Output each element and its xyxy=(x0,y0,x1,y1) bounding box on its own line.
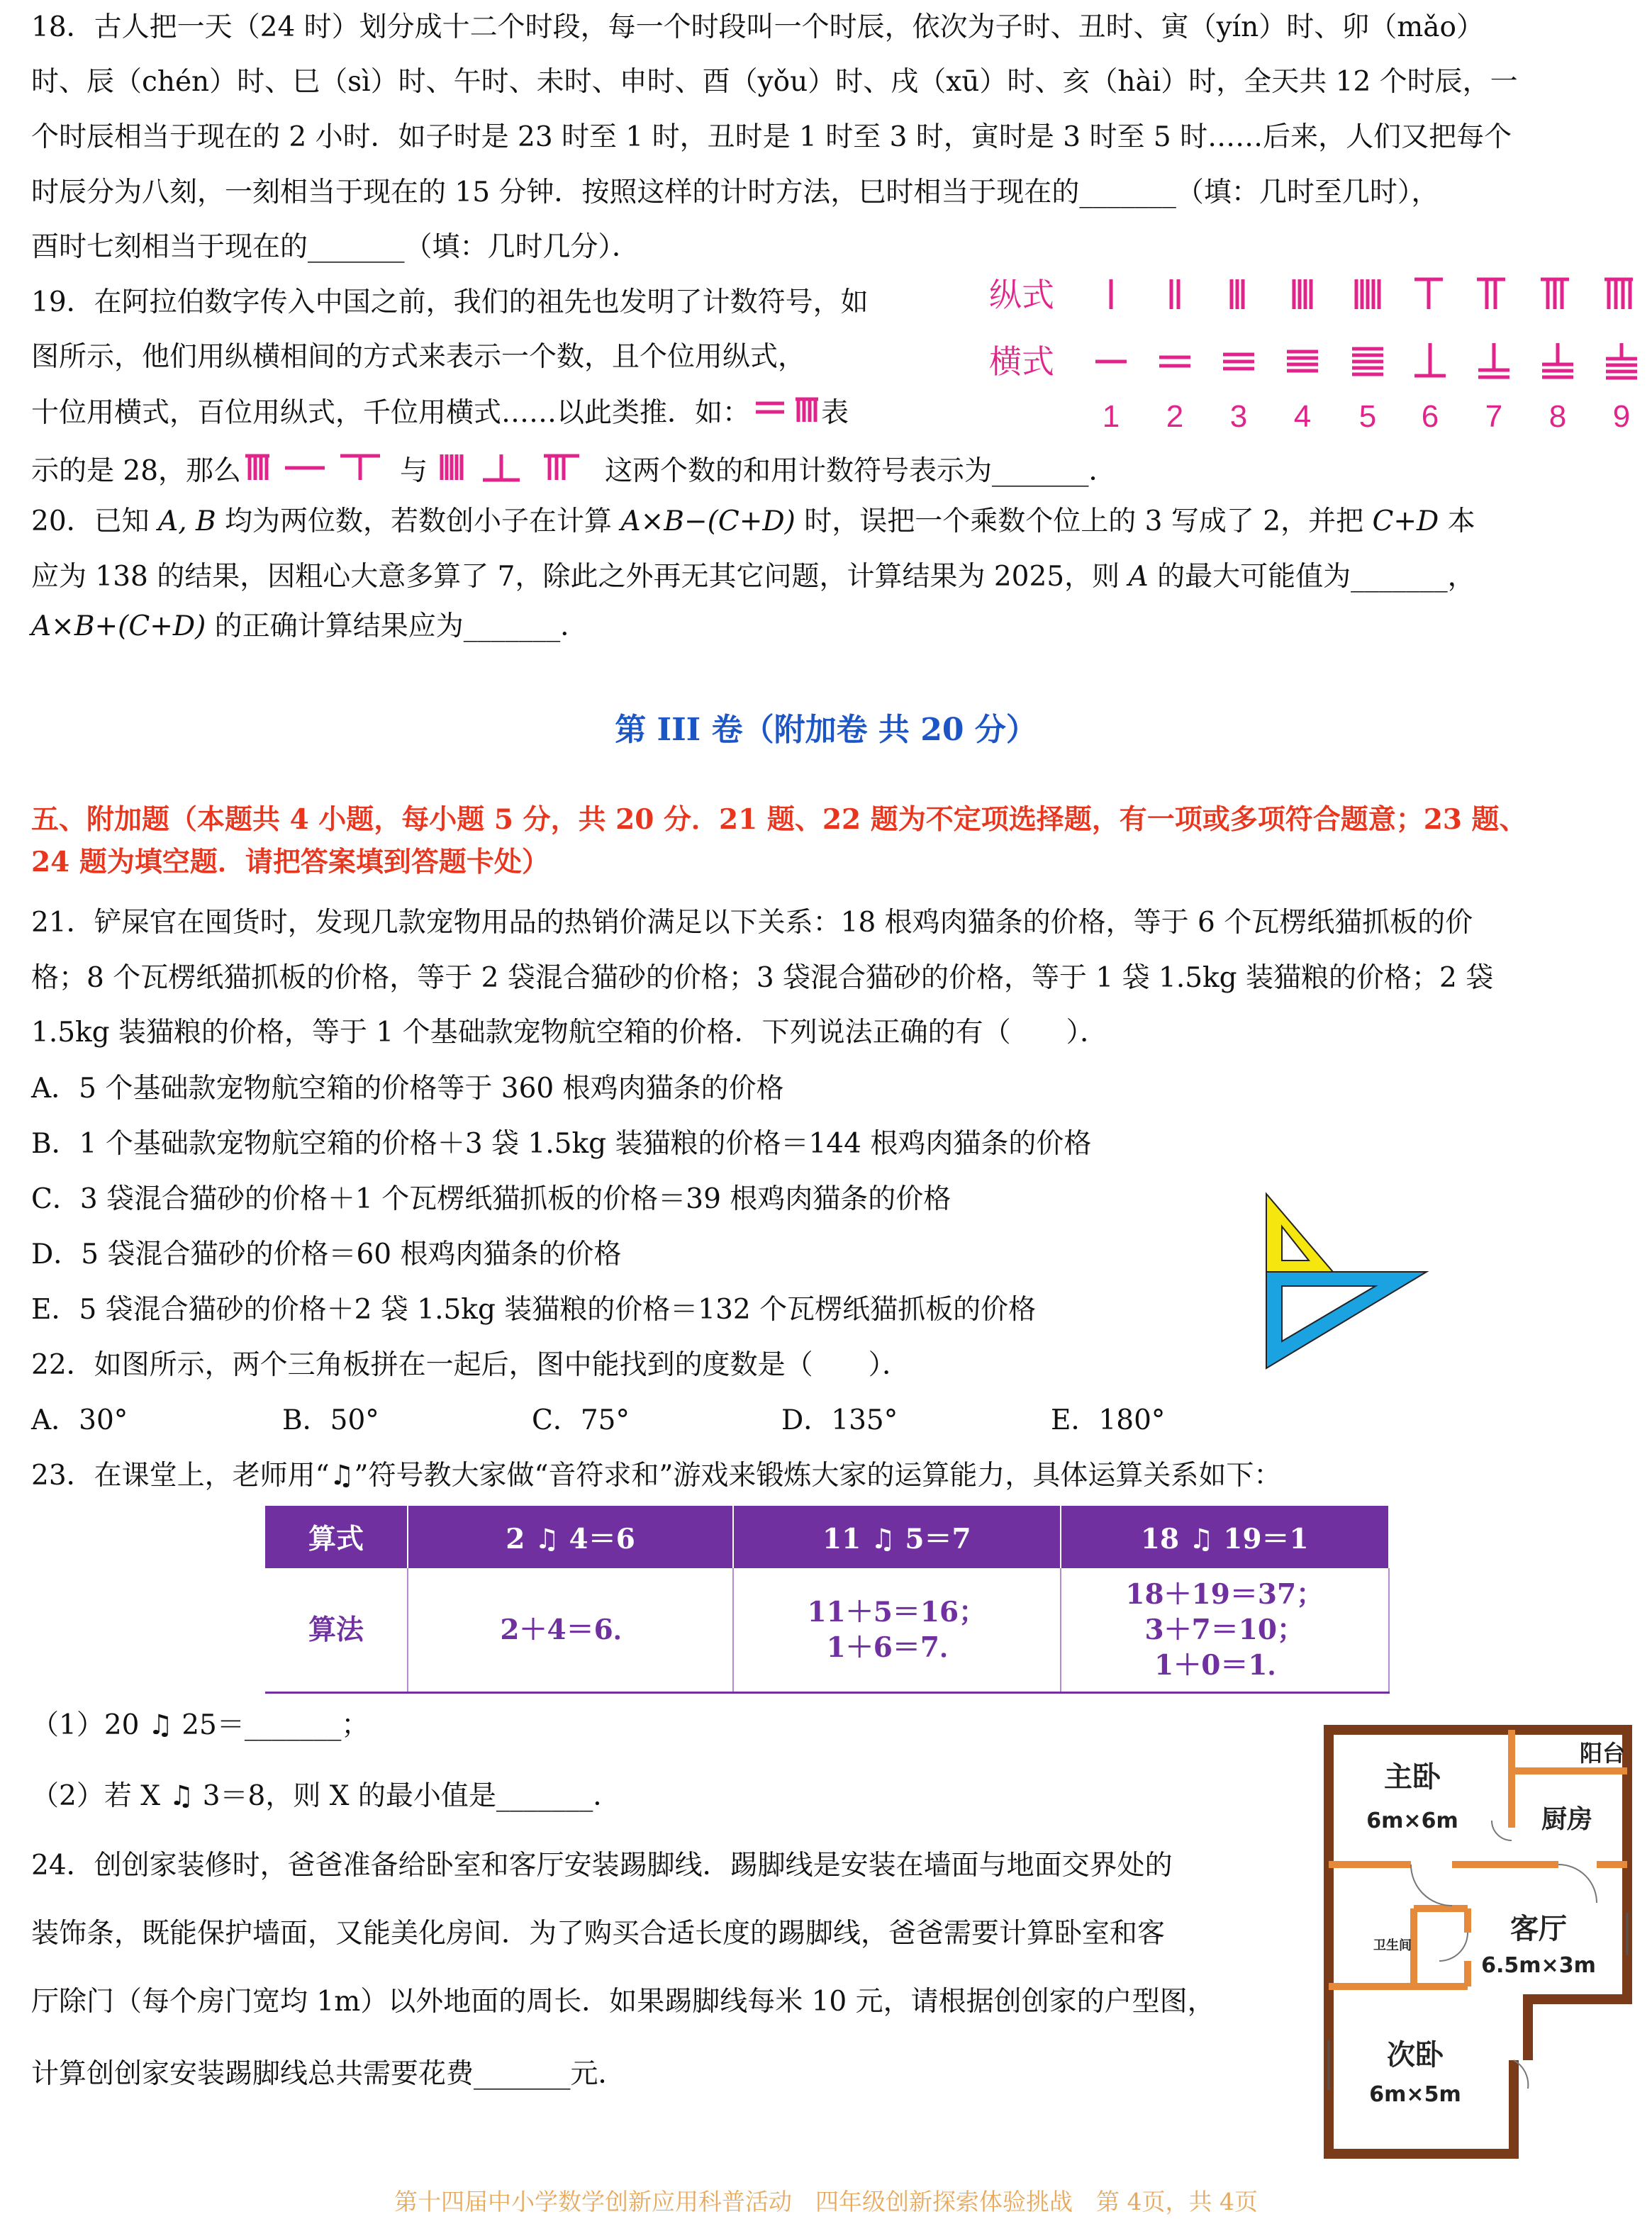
q20-text-2a: 应为 138 的结果，因粗心大意多算了 7，除此之外再无其它问题，计算结果为 2025，则 xyxy=(31,561,1129,593)
q19-line-3-tail: 表 xyxy=(821,397,849,429)
q22-option-d: D．135° xyxy=(781,1404,898,1436)
q20-var-a: A xyxy=(1128,561,1149,593)
method-3-line-1: 18＋19＝37； xyxy=(1125,1578,1324,1611)
rod-number-6: 6 xyxy=(1421,399,1439,434)
q22-option-a: A．30° xyxy=(31,1404,128,1436)
q21-line-1: 21．铲屎官在囤货时，发现几款宠物用品的热销价满足以下关系：18 根鸡肉猫条的价格，等于 6 个瓦楞纸猫抓板的价 xyxy=(31,907,1473,939)
method-1-line-1: 2＋4＝6． xyxy=(500,1614,641,1646)
q22-option-b: B．50° xyxy=(282,1404,379,1436)
q22-stem: 22．如图所示，两个三角板拼在一起后，图中能找到的度数是（ ）． xyxy=(31,1349,910,1381)
method-2-line-2: 1＋6＝7． xyxy=(826,1631,968,1664)
q21-line-2: 格；8 个瓦楞纸猫抓板的价格，等于 2 袋混合猫砂的价格；3 袋混合猫砂的价格，等于 1 袋 1.5kg 装猫粮的价格；2 袋 xyxy=(31,962,1494,994)
row-label-method: 算法 xyxy=(265,1568,408,1693)
plan-label-bath: 卫生间 xyxy=(1373,1938,1412,1953)
q18-line-5: 酉时七刻相当于现在的_______（填：几时几分）． xyxy=(31,231,640,263)
q22-option-e: E．180° xyxy=(1051,1404,1166,1436)
method-example-1 xyxy=(408,1568,733,1693)
q20-text-c: 均为两位数，若数创小子在计算 xyxy=(216,505,621,537)
set-squares-figure xyxy=(1262,1190,1432,1374)
q20-text-a: 20．已知 xyxy=(31,505,159,537)
plan-label-master-size: 6m×6m xyxy=(1366,1809,1458,1833)
q19-line-4-tail: 这两个数的和用计数符号表示为_______． xyxy=(605,455,1117,487)
method-example-2 xyxy=(733,1568,1060,1693)
q20-text-3b: 的正确计算结果应为_______． xyxy=(206,610,588,642)
q20-expr-3: A×B+(C+D) xyxy=(31,610,206,642)
q21-option-b: B．1 个基础款宠物航空箱的价格＋3 袋 1.5kg 装猫粮的价格＝144 根鸡肉猫条的价格 xyxy=(31,1128,1092,1160)
vertical-rods-row xyxy=(1111,279,1633,309)
rod-number-3: 3 xyxy=(1229,399,1248,434)
q22-option-c: C．75° xyxy=(532,1404,630,1436)
set-square-bottom-hole xyxy=(1282,1286,1375,1341)
page-footer: 第十四届中小学数学创新应用科普活动 四年级创新探索体验挑战 第 4页，共 4页 xyxy=(394,2188,1258,2215)
rod-number-2: 2 xyxy=(1166,399,1184,434)
q24-line-3: 厅除门（每个房门宽均 1m）以外地面的周长．如果踢脚线每米 10 元，请根据创创家的户型图， xyxy=(31,1986,1215,2018)
q18-line-3: 个时辰相当于现在的 2 小时．如子时是 23 时至 1 时，丑时是 1 时至 3 时，寅时是 3 时至 5 时……后来，人们又把每个 xyxy=(31,121,1512,153)
note-sum-header-row xyxy=(265,1506,1389,1568)
q21-line-3: 1.5kg 装猫粮的价格，等于 1 个基础款宠物航空箱的价格．下列说法正确的有（ ）． xyxy=(31,1017,1108,1049)
q20-text-g: 本 xyxy=(1439,505,1475,537)
q20-expr-2: C+D xyxy=(1372,505,1439,537)
rod-number-8: 8 xyxy=(1548,399,1567,434)
q23-part-2: （2）若 X ♫ 3＝8，则 X 的最小值是_______． xyxy=(31,1780,621,1812)
q21-option-c: C．3 袋混合猫砂的价格＋1 个瓦楞纸猫抓板的价格＝39 根鸡肉猫条的价格 xyxy=(31,1183,951,1215)
rod-number-7: 7 xyxy=(1485,399,1503,434)
q19-line-3 xyxy=(31,392,849,430)
q21-option-e: E．5 袋混合猫砂的价格＋2 袋 1.5kg 装猫粮的价格＝132 个瓦楞纸猫抓板的价格 xyxy=(31,1294,1037,1326)
horizontal-rods-row xyxy=(1095,343,1637,378)
rod-number-4: 4 xyxy=(1293,399,1312,434)
q20-line-3 xyxy=(31,610,588,644)
method-3-line-2: 3＋7＝10； xyxy=(1144,1614,1305,1646)
q19-line-4-with: 与 xyxy=(400,455,428,487)
q24-line-4: 计算创创家安装踢脚线总共需要花费_______元． xyxy=(31,2058,626,2090)
q21-option-a: A．5 个基础款宠物航空箱的价格等于 360 根鸡肉猫条的价格 xyxy=(31,1073,784,1105)
q19-line-4 xyxy=(31,449,1117,488)
q19-line-2: 图所示，他们用纵横相间的方式来表示一个数，且个位用纵式， xyxy=(31,341,806,373)
q21-option-d: D．5 袋混合猫砂的价格＝60 根鸡肉猫条的价格 xyxy=(31,1239,622,1270)
vertical-style-label: 纵式 xyxy=(989,276,1054,314)
q18-line-4: 时辰分为八刻，一刻相当于现在的 15 分钟．按照这样的计时方法，巳时相当于现在的_______（填：几时至几时）， xyxy=(31,177,1439,208)
note-sum-table xyxy=(265,1506,1390,1694)
header-example-3: 18 ♫ 19＝1 xyxy=(1061,1506,1389,1568)
section-heading: 第 III 卷（附加卷 共 20 分） xyxy=(615,712,1037,748)
floor-plan xyxy=(1319,1721,1645,2161)
q19-line-1: 19．在阿拉伯数字传入中国之前，我们的祖先也发明了计数符号，如 xyxy=(31,286,869,318)
rod-number-9: 9 xyxy=(1612,399,1631,434)
note-sum-body-row xyxy=(265,1568,1389,1693)
method-3-line-3: 1＋0＝1． xyxy=(1154,1649,1295,1682)
q19-line-3-text: 十位用横式，百位用纵式，千位用横式……以此类推．如： xyxy=(31,397,751,429)
q23-stem: 23．在课堂上，老师用“♫”符号教大家做“音符求和”游戏来锻炼大家的运算能力，具体运算关系如下： xyxy=(31,1460,1282,1492)
plan-label-living: 客厅 xyxy=(1510,1913,1567,1945)
q18-line-1: 18．古人把一天（24 时）划分成十二个时段，每一个时段叫一个时辰，依次为子时、丑时、寅（yín）时、卯（mǎo） xyxy=(31,11,1484,43)
q23-part-1: （1）20 ♫ 25＝_______； xyxy=(31,1709,369,1741)
header-formula: 算式 xyxy=(265,1506,408,1568)
q20-line-1 xyxy=(31,505,1475,539)
plan-label-second-size: 6m×5m xyxy=(1369,2082,1461,2107)
header-example-1: 2 ♫ 4＝6 xyxy=(408,1506,733,1568)
plan-label-second: 次卧 xyxy=(1387,2039,1444,2072)
plan-label-living-size: 6.5m×3m xyxy=(1481,1953,1596,1978)
rod-numeral-first xyxy=(241,449,383,487)
header-example-2: 11 ♫ 5＝7 xyxy=(733,1506,1060,1568)
q20-line-2 xyxy=(31,560,1475,594)
counting-rods-figure xyxy=(989,269,1648,440)
q24-line-2: 装饰条，既能保护墙面，又能美化房间．为了购买合适长度的踢脚线，爸爸需要计算卧室和客 xyxy=(31,1918,1166,1950)
q24-line-1: 24．创创家装修时，爸爸准备给卧室和客厅安装踢脚线．踢脚线是安装在墙面与地面交界处的 xyxy=(31,1850,1173,1882)
rod-number-5: 5 xyxy=(1358,399,1377,434)
plan-label-kitchen: 厨房 xyxy=(1541,1805,1593,1834)
horizontal-style-label: 横式 xyxy=(989,342,1054,381)
method-example-3 xyxy=(1061,1568,1389,1693)
plan-label-balcony: 阳台 xyxy=(1579,1740,1626,1767)
rod-numeral-second xyxy=(437,449,586,487)
rod-numeral-28 xyxy=(750,392,821,427)
q19-line-4-text: 示的是 28，那么 xyxy=(31,455,242,487)
q20-text-2c: 的最大可能值为_______， xyxy=(1148,561,1475,593)
q20-var-ab: A, B xyxy=(158,505,216,537)
method-2-line-1: 11＋5＝16； xyxy=(807,1596,987,1628)
q18-line-2: 时、辰（chén）时、巳（sì）时、午时、未时、申时、酉（yǒu）时、戌（xū）时、亥（hài）时，全天共 12 个时辰，一 xyxy=(31,66,1518,98)
rod-number-labels xyxy=(1103,399,1630,434)
rod-number-1: 1 xyxy=(1102,399,1120,434)
q20-expr-1: A×B−(C+D) xyxy=(620,505,796,537)
q20-text-e: 时，误把一个乘数个位上的 3 写成了 2，并把 xyxy=(795,505,1373,537)
section5-line-1: 五、附加题（本题共 4 小题，每小题 5 分，共 20 分．21 题、22 题为不定项选择题，有一项或多项符合题意；23 题、 xyxy=(31,803,1527,836)
section5-line-2: 24 题为填空题．请把答案填到答题卡处） xyxy=(31,846,549,878)
plan-label-master: 主卧 xyxy=(1384,1761,1441,1794)
